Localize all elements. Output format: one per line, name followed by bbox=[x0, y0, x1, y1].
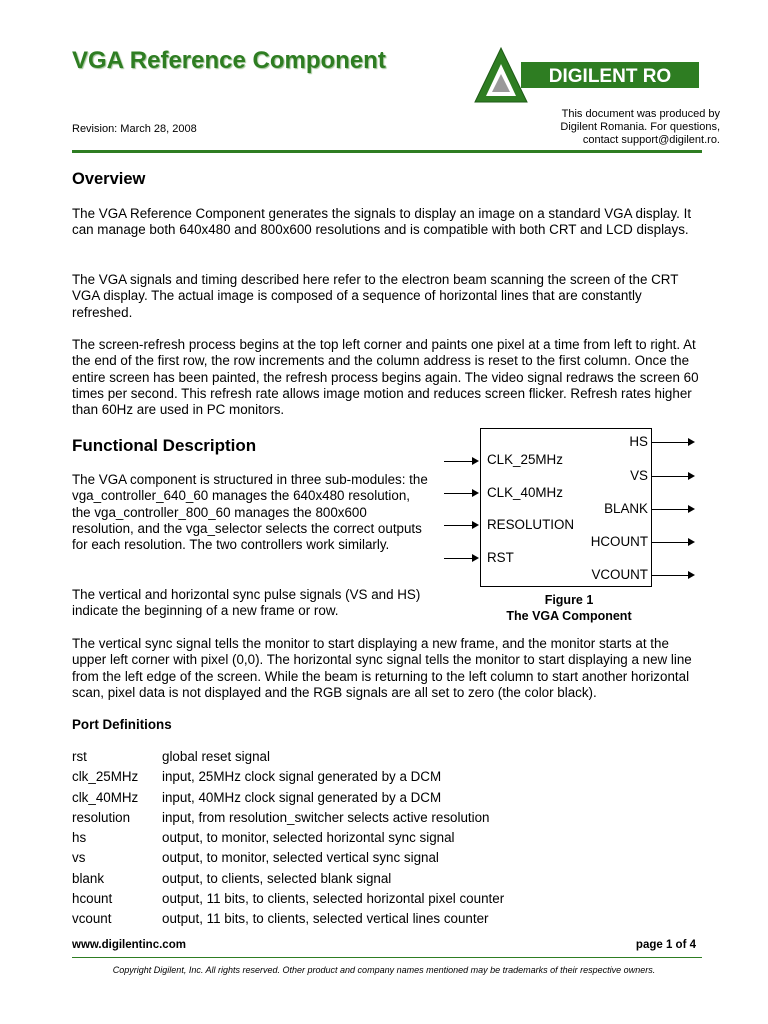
output-arrow-line bbox=[652, 575, 688, 576]
port-description: input, from resolution_switcher selects active resolution bbox=[162, 809, 490, 825]
functional-paragraph: The vertical and horizontal sync pulse signals (VS and HS) indicate the beginning of a new frame or row. bbox=[72, 587, 421, 619]
produced-line: contact support@digilent.ro. bbox=[582, 134, 720, 146]
page-number: page 1 of 4 bbox=[635, 939, 696, 951]
port-description: global reset signal bbox=[162, 749, 270, 764]
output-arrowhead bbox=[688, 571, 695, 579]
port-name: blank bbox=[72, 870, 105, 886]
port-name: clk_40MHz bbox=[72, 789, 139, 805]
footer-divider bbox=[72, 957, 702, 958]
copyright-notice: Copyright Digilent, Inc. All rights reserved. Other product and company names mentioned may be trademarks of their respective owners. bbox=[112, 965, 656, 975]
input-port-label: CLK_40MHz bbox=[487, 485, 563, 500]
input-arrowhead bbox=[472, 521, 479, 529]
port-name: vs bbox=[72, 850, 86, 866]
input-arrow-line bbox=[444, 493, 472, 494]
produced-line: This document was produced by bbox=[561, 108, 720, 120]
input-arrowhead bbox=[472, 554, 479, 562]
produced-by-note bbox=[450, 108, 720, 147]
output-arrow-line bbox=[652, 442, 688, 443]
header-divider bbox=[72, 150, 702, 153]
footer-website-link[interactable]: www.digilentinc.com bbox=[72, 939, 186, 951]
input-arrow-line bbox=[444, 558, 472, 559]
output-port-label: VCOUNT bbox=[591, 567, 648, 582]
output-port-label: HCOUNT bbox=[590, 534, 648, 549]
port-description: output, 11 bits, to clients, selected horizontal pixel counter bbox=[162, 891, 505, 907]
port-description: output, to monitor, selected vertical sync signal bbox=[162, 850, 439, 866]
overview-paragraph: The VGA signals and timing described here refer to the electron beam scanning the screen of the CRT VGA display. The actual image is composed of a sequence of horizontal lines that are constantly refreshed. bbox=[72, 272, 679, 320]
figure-number: Figure 1 bbox=[544, 593, 594, 607]
figure-title: The VGA Component bbox=[506, 609, 632, 623]
output-port-label: BLANK bbox=[604, 501, 648, 516]
input-port-label: RST bbox=[487, 550, 514, 565]
output-port-label: VS bbox=[630, 468, 648, 483]
port-name: hs bbox=[72, 830, 87, 846]
port-description: output, to monitor, selected horizontal sync signal bbox=[162, 830, 455, 846]
port-name: rst bbox=[72, 749, 87, 764]
functional-heading: Functional Description bbox=[72, 436, 257, 455]
revision-date: Revision: March 28, 2008 bbox=[72, 123, 197, 135]
port-description: input, 40MHz clock signal generated by a DCM bbox=[162, 789, 442, 805]
port-name: resolution bbox=[72, 809, 131, 825]
port-name: clk_25MHz bbox=[72, 769, 139, 785]
logo-text: DIGILENT RO bbox=[548, 66, 672, 87]
output-arrow-line bbox=[652, 509, 688, 510]
input-arrowhead bbox=[472, 489, 479, 497]
port-description: output, to clients, selected blank signal bbox=[162, 870, 392, 886]
input-arrowhead bbox=[472, 457, 479, 465]
port-description: input, 25MHz clock signal generated by a DCM bbox=[162, 769, 442, 785]
output-arrowhead bbox=[688, 538, 695, 546]
overview-paragraph: The VGA Reference Component generates the signals to display an image on a standard VGA display. It can manage both 640x480 and 800x600 resolutions and is compatible with both CRT and LCD displays. bbox=[72, 206, 692, 238]
port-definitions-heading: Port Definitions bbox=[72, 717, 172, 732]
functional-paragraph: The vertical sync signal tells the monitor to start displaying a new frame, and the monitor starts at the upper left corner with pixel (0,0). The horizontal sync signal tells the monitor to start displaying a new line from the left edge of the screen. While the beam is returning to the left column to start another horizontal scan, pixel data is not displayed and the RGB signals are all set to zero (the color black). bbox=[72, 636, 692, 700]
output-arrow-line bbox=[652, 542, 688, 543]
output-arrow-line bbox=[652, 476, 688, 477]
output-arrowhead bbox=[688, 438, 695, 446]
input-port-label: CLK_25MHz bbox=[487, 452, 563, 467]
output-port-label: HS bbox=[629, 434, 648, 449]
figure-caption bbox=[480, 592, 658, 624]
overview-paragraph: The screen-refresh process begins at the top left corner and paints one pixel at a time from left to right. At the end of the first row, the row increments and the column address is reset to the first column. Once the entire screen has been painted, the refresh process begins again. The video signal redraws the screen 60 times per second. This refresh rate allows image motion and reduces screen flicker. Refresh rates higher than 60Hz are used in PC monitors. bbox=[72, 337, 699, 418]
input-port-label: RESOLUTION bbox=[487, 517, 575, 532]
output-arrowhead bbox=[688, 505, 695, 513]
document-title: VGA Reference Component bbox=[72, 47, 386, 74]
port-description: output, 11 bits, to clients, selected vertical lines counter bbox=[162, 911, 489, 927]
input-arrow-line bbox=[444, 461, 472, 462]
functional-paragraph: The VGA component is structured in three sub-modules: the vga_controller_640_60 manages the 640x480 resolution, the vga_controller_800_60 manages the 800x600 resolution, and the vga_selector selects the correct outputs for each resolution. The two controllers work similarly. bbox=[72, 472, 428, 553]
digilent-logo bbox=[473, 46, 699, 104]
input-arrow-line bbox=[444, 525, 472, 526]
output-arrowhead bbox=[688, 472, 695, 480]
port-name: vcount bbox=[72, 911, 112, 927]
produced-line: Digilent Romania. For questions, bbox=[560, 121, 720, 133]
overview-heading: Overview bbox=[72, 170, 146, 188]
port-name: hcount bbox=[72, 891, 113, 907]
